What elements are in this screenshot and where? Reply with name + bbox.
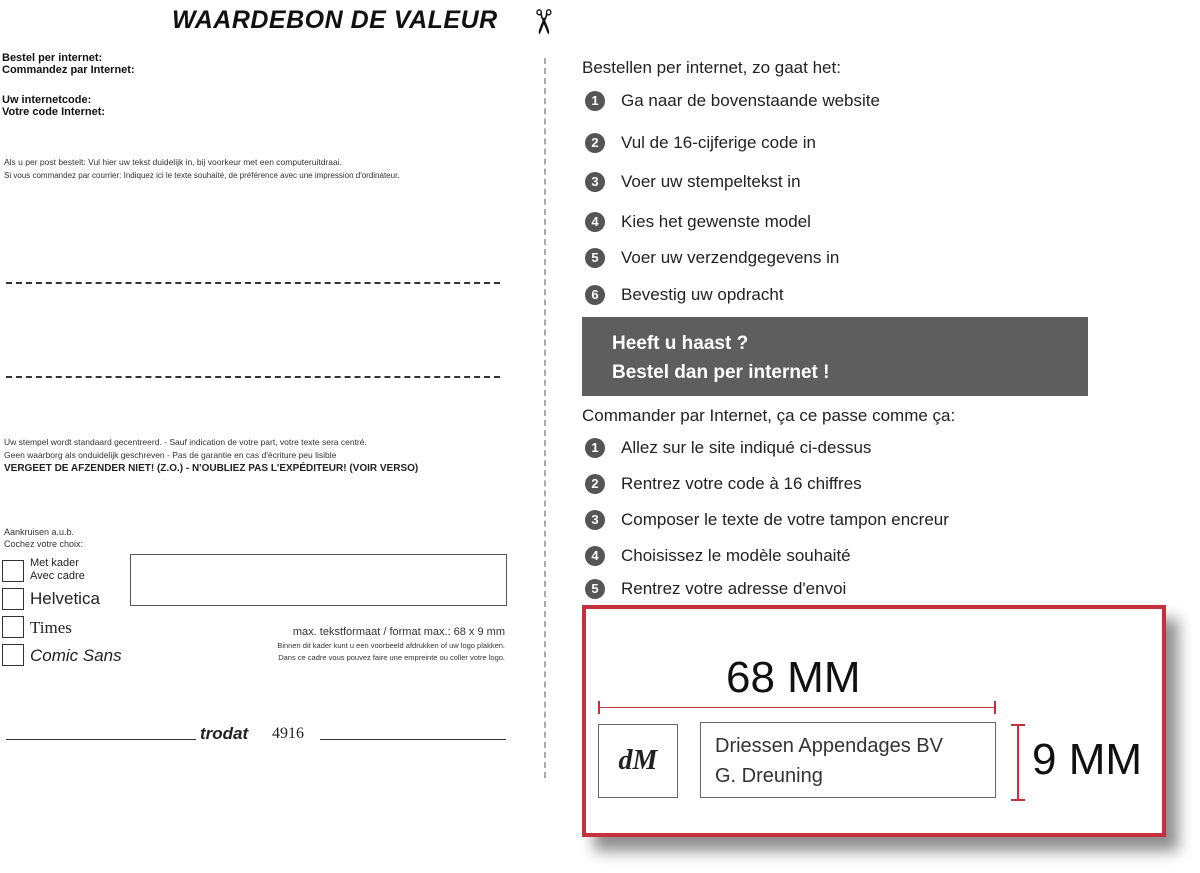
note-sender: VERGEET DE AFZENDER NIET! (Z.O.) - N'OUBLIEZ PAS L'EXPÉDITEUR! (VOIR VERSO) <box>4 463 419 474</box>
step-number-icon: 5 <box>585 579 605 599</box>
stamp-preview <box>582 605 1166 837</box>
choose-label-nl: Aankruisen a.u.b. <box>4 527 75 537</box>
dimension-tick <box>1011 799 1025 801</box>
max-format: max. tekstformaat / format max.: 68 x 9 mm <box>292 626 505 638</box>
checkbox-helvetica[interactable] <box>2 588 24 610</box>
text-line-1[interactable] <box>6 282 500 284</box>
step-text: Bevestig uw opdracht <box>621 285 784 304</box>
stamp-logo: dM <box>598 724 678 798</box>
fr-step <box>585 438 871 458</box>
nl-step <box>585 285 784 305</box>
step-number-icon: 2 <box>585 133 605 153</box>
step-number-icon: 5 <box>585 248 605 268</box>
logo-box[interactable] <box>130 554 507 606</box>
step-number-icon: 3 <box>585 172 605 192</box>
hurry-line-1: Heeft u haast ? <box>612 333 749 354</box>
order-internet-nl: Bestel per internet: <box>2 52 103 64</box>
nl-step <box>585 248 839 268</box>
step-text: Rentrez votre adresse d'envoi <box>621 579 847 598</box>
checkbox-comic-sans[interactable] <box>2 644 24 666</box>
step-number-icon: 3 <box>585 510 605 530</box>
footer-line-left <box>6 739 196 740</box>
note-centered: Uw stempel wordt standaard gecentreerd. - Sauf indication de votre part, votre texte sera centré. <box>4 437 367 447</box>
nl-step <box>585 133 816 153</box>
option-helvetica: Helvetica <box>30 589 100 608</box>
cut-line <box>544 58 546 778</box>
step-text: Allez sur le site indiqué ci-dessus <box>621 438 872 457</box>
scissors-icon: ✂ <box>523 7 562 37</box>
height-label: 9 MM <box>1032 735 1142 784</box>
checkbox-times[interactable] <box>2 616 24 638</box>
step-text: Kies het gewenste model <box>621 212 811 231</box>
logo-note-nl: Binnen dit kader kunt u een voorbeeld afdrukken of uw logo plakken. <box>277 641 505 650</box>
option-times: Times <box>30 618 72 637</box>
nl-step <box>585 172 801 192</box>
text-line-2[interactable] <box>6 376 500 378</box>
option-frame-nl: Met kader <box>30 557 79 569</box>
width-dimension-line <box>599 707 995 708</box>
voucher-title: WAARDEBON DE VALEUR <box>172 6 498 34</box>
nl-step <box>585 212 811 232</box>
dimension-tick <box>1011 724 1025 726</box>
nl-step <box>585 91 880 111</box>
step-text: Voer uw stempeltekst in <box>621 172 801 191</box>
step-text: Composer le texte de votre tampon encreur <box>621 510 949 529</box>
logo-note-fr: Dans ce cadre vous pouvez faire une empreinte ou coller votre logo. <box>278 653 505 662</box>
step-text: Vul de 16-cijferige code in <box>621 133 816 152</box>
fr-step <box>585 579 846 599</box>
model-number: 4916 <box>272 725 304 742</box>
checkbox-frame[interactable] <box>2 560 24 582</box>
step-number-icon: 2 <box>585 474 605 494</box>
dimension-tick <box>598 701 600 714</box>
step-text: Rentrez votre code à 16 chiffres <box>621 474 862 493</box>
order-internet-fr: Commandez par Internet: <box>2 64 135 76</box>
hurry-line-2: Bestel dan per internet ! <box>612 362 830 383</box>
fr-heading: Commander par Internet, ça ce passe comme ça: <box>582 406 956 425</box>
stamp-text-box <box>700 722 996 798</box>
fr-step <box>585 510 949 530</box>
post-instruction-fr: Si vous commandez par courrier: Indiquez ici le texte souhaité, de préférence avec une impression d'ordinateur. <box>4 171 400 180</box>
step-text: Ga naar de bovenstaande website <box>621 91 880 110</box>
stamp-line-1: Driessen Appendages BV <box>715 735 943 757</box>
code-label-nl: Uw internetcode: <box>2 94 92 106</box>
step-number-icon: 4 <box>585 546 605 566</box>
step-number-icon: 1 <box>585 438 605 458</box>
footer-line-right <box>320 739 506 740</box>
option-comic-sans: Comic Sans <box>30 646 122 665</box>
trodat-logo: trodat <box>200 724 249 743</box>
stamp-line-2: G. Dreuning <box>715 765 823 787</box>
fr-step <box>585 474 862 494</box>
width-label: 68 MM <box>726 653 861 702</box>
step-text: Voer uw verzendgegevens in <box>621 248 840 267</box>
step-number-icon: 4 <box>585 212 605 232</box>
note-guarantee: Geen waarborg als onduidelijk geschreven - Pas de garantie en cas d'écriture peu lisible <box>4 450 337 460</box>
code-label-fr: Votre code Internet: <box>2 106 106 118</box>
hurry-banner <box>582 317 1088 396</box>
option-frame-fr: Avec cadre <box>30 570 85 582</box>
post-instruction-nl: Als u per post bestelt: Vul hier uw tekst duidelijk in, bij voorkeur met een computeruitdraai. <box>4 157 342 167</box>
height-dimension-line <box>1017 725 1019 801</box>
fr-step <box>585 546 851 566</box>
dimension-tick <box>994 701 996 714</box>
step-number-icon: 1 <box>585 91 605 111</box>
step-number-icon: 6 <box>585 285 605 305</box>
nl-heading: Bestellen per internet, zo gaat het: <box>582 58 841 77</box>
choose-label-fr: Cochez votre choix: <box>4 539 84 549</box>
step-text: Choisissez le modèle souhaité <box>621 546 851 565</box>
